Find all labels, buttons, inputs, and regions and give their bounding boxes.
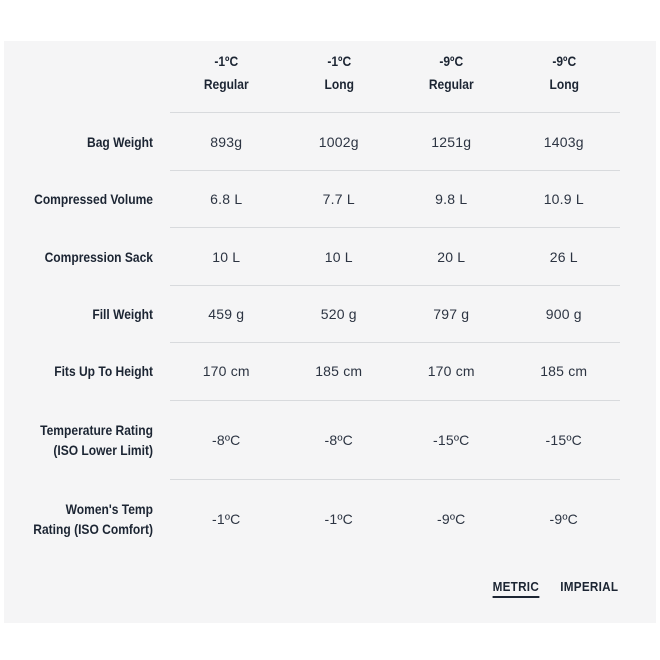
table-cell: -15ºC <box>433 432 470 448</box>
row-label <box>21 304 153 324</box>
table-cell: 900 g <box>545 306 582 322</box>
row-label <box>21 189 153 209</box>
row-label <box>21 247 153 267</box>
table-cell: 7.7 L <box>322 191 355 207</box>
table-cell: 797 g <box>433 306 470 322</box>
row-label-line: Rating (ISO Comfort) <box>33 521 153 537</box>
column-header <box>290 50 387 112</box>
column-header-temp: -1ºC <box>214 53 239 69</box>
row-label <box>21 132 153 152</box>
table-row-womens-temp-rating <box>0 499 660 539</box>
table-cell: 520 g <box>320 306 357 322</box>
table-cell: 185 cm <box>540 363 588 379</box>
table-cell: -1ºC <box>324 511 353 527</box>
row-divider <box>170 342 620 343</box>
row-label-line: Women's Temp <box>65 501 153 517</box>
column-header-size: Regular <box>203 76 249 92</box>
table-cell: -9ºC <box>437 511 466 527</box>
column-header <box>178 50 275 112</box>
row-divider <box>170 479 620 480</box>
table-cell: -8ºC <box>212 432 241 448</box>
table-cell: 10 L <box>324 249 353 265</box>
column-header-temp: -9ºC <box>551 53 576 69</box>
row-label-line: Compression Sack <box>44 249 153 265</box>
table-cell: 185 cm <box>315 363 363 379</box>
table-cell: 170 cm <box>427 363 475 379</box>
table-row-fits-height <box>0 361 660 381</box>
table-cell: 20 L <box>437 249 466 265</box>
row-label <box>21 499 153 539</box>
row-label-line: Compressed Volume <box>34 191 153 207</box>
table-cell: -8ºC <box>324 432 353 448</box>
column-header-size: Regular <box>428 76 474 92</box>
metric-button[interactable]: METRIC <box>492 579 538 598</box>
table-cell: 9.8 L <box>435 191 468 207</box>
column-header-row <box>170 50 620 112</box>
table-cell: 1251g <box>431 134 472 150</box>
row-values <box>170 363 620 379</box>
column-header <box>515 50 612 112</box>
row-values <box>170 134 620 150</box>
column-header-size: Long <box>324 76 354 92</box>
table-cell: 26 L <box>549 249 578 265</box>
table-cell: -15ºC <box>545 432 582 448</box>
row-values <box>170 306 620 322</box>
row-label <box>21 420 153 460</box>
row-divider <box>170 400 620 401</box>
table-cell: 10 L <box>212 249 241 265</box>
table-cell: 10.9 L <box>543 191 584 207</box>
header-divider <box>170 112 620 113</box>
row-values <box>170 249 620 265</box>
table-row-compression-sack <box>0 247 660 267</box>
row-label-line: Bag Weight <box>86 134 153 150</box>
table-cell: 893g <box>210 134 243 150</box>
imperial-button[interactable]: IMPERIAL <box>560 579 619 594</box>
table-row-compressed-volume <box>0 189 660 209</box>
table-row-temperature-rating <box>0 420 660 460</box>
row-label-line: Fill Weight <box>92 306 153 322</box>
column-header-temp: -1ºC <box>326 53 351 69</box>
table-cell: 6.8 L <box>210 191 243 207</box>
table-row-bag-weight <box>0 132 660 152</box>
row-values <box>170 191 620 207</box>
table-row-fill-weight <box>0 304 660 324</box>
table-cell: -1ºC <box>212 511 241 527</box>
row-label-line: Fits Up To Height <box>54 363 153 379</box>
table-cell: 1403g <box>543 134 584 150</box>
table-cell: -9ºC <box>549 511 578 527</box>
row-label-line: (ISO Lower Limit) <box>53 442 153 458</box>
row-values <box>170 511 620 527</box>
row-label <box>21 361 153 381</box>
table-cell: 170 cm <box>202 363 250 379</box>
column-header-temp: -9ºC <box>439 53 464 69</box>
row-divider <box>170 227 620 228</box>
table-cell: 1002g <box>318 134 359 150</box>
table-cell: 459 g <box>208 306 245 322</box>
row-label-line: Temperature Rating <box>40 422 153 438</box>
row-divider <box>170 170 620 171</box>
unit-toggle <box>490 579 622 598</box>
column-header-size: Long <box>549 76 579 92</box>
row-divider <box>170 285 620 286</box>
row-values <box>170 432 620 448</box>
column-header <box>403 50 500 112</box>
